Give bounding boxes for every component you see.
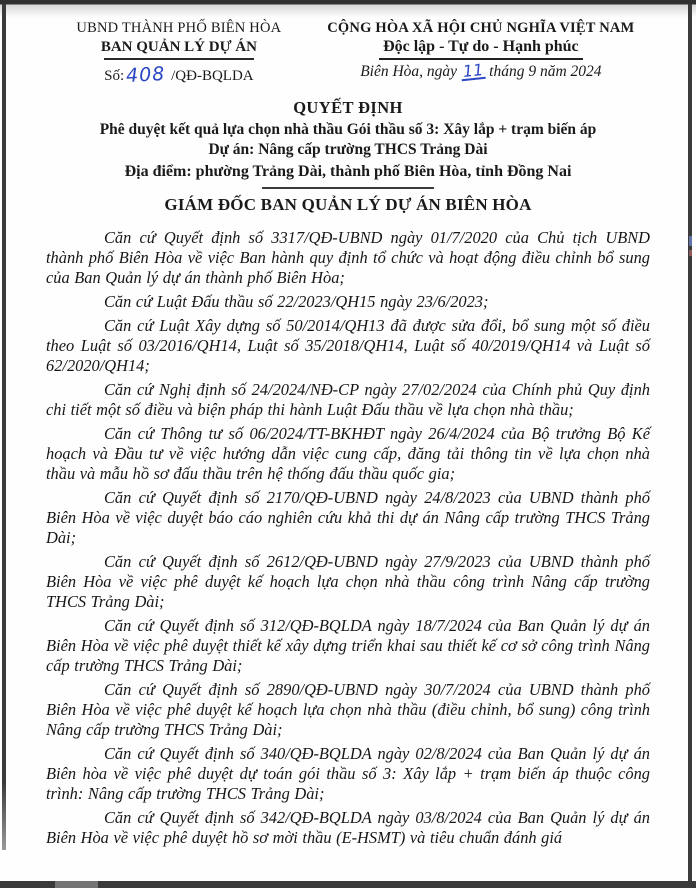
body-paragraph: Căn cứ Luật Xây dựng số 50/2014/QH13 đã được sửa đổi, bổ sung một số điều theo Luật số 03/2016/QH14, Luật số 35/2018/QH14, Luật số 40/2019/QH14 và Luật số 62/2020/QH14; xyxy=(46,316,650,375)
national-header-block xyxy=(312,20,650,85)
scan-top-edge xyxy=(0,0,696,18)
body-paragraph: Căn cứ Quyết định số 2170/QĐ-UBND ngày 24/8/2023 của UBND thành phố Biên Hòa về việc duyệt báo cáo nghiên cứu khả thi dự án Nâng cấp trường THCS Trảng Dài; xyxy=(46,488,650,547)
scan-right-border xyxy=(688,4,692,882)
issuer-org-name: BAN QUẢN LÝ DỰ ÁN xyxy=(100,39,257,55)
document-header xyxy=(46,20,650,88)
decision-heading: QUYẾT ĐỊNH xyxy=(293,98,403,117)
document-number-label: Số: xyxy=(104,68,125,84)
country-title: CỘNG HÒA XÃ HỘI CHỦ NGHĨA VIỆT NAM xyxy=(327,20,635,36)
title-block xyxy=(46,98,650,215)
scrollbar-thumb[interactable] xyxy=(55,881,98,888)
body-paragraph: Căn cứ Quyết định số 2890/QĐ-UBND ngày 30/7/2024 của UBND thành phố Biên Hòa về việc phê duyệt kế hoạch lựa chọn nhà thầu (điều chỉnh, bổ sung) công trình Nâng cấp trường THCS Trảng Dài; xyxy=(46,680,650,739)
body-paragraph: Căn cứ Quyết định số 342/QĐ-BQLDA ngày 03/8/2024 của Ban Quản lý dự án Biên Hòa về việc phê duyệt hồ sơ mời thầu (E-HSMT) và tiêu chuẩn đánh giá xyxy=(46,808,650,847)
decision-project: Dự án: Nâng cấp trường THCS Trảng Dài xyxy=(208,141,488,158)
issuer-underline xyxy=(104,58,254,60)
document-number-handwritten: 408 xyxy=(125,62,166,88)
horizontal-scrollbar[interactable] xyxy=(0,881,696,888)
body-paragraph: Căn cứ Luật Đấu thầu số 22/2023/QH15 ngày 23/6/2023; xyxy=(104,292,489,311)
body-paragraph: Căn cứ Quyết định số 3317/QĐ-UBND ngày 01/7/2020 của Chủ tịch UBND thành phố Biên Hòa về việc Ban hành quy định tổ chức và hoạt động điều chỉnh bổ sung của Ban Quản lý dự án thành phố Biên Hòa; xyxy=(46,228,650,287)
scan-artifact xyxy=(689,250,692,256)
document-content xyxy=(46,18,650,852)
body-paragraph: Căn cứ Nghị định số 24/2024/NĐ-CP ngày 27/02/2024 của Chính phủ Quy định chi tiết một số điều và biện pháp thi hành Luật Đấu thầu về lựa chọn nhà thầu; xyxy=(46,380,650,419)
body-paragraph: Căn cứ Thông tư số 06/2024/TT-BKHĐT ngày 26/4/2024 của Bộ trưởng Bộ Kế hoạch và Đầu tư về việc hướng dẫn việc cung cấp, đăng tải thông tin về lựa chọn nhà thầu và mẫu hồ sơ đấu thầu trên hệ thống đấu thầu quốc gia; xyxy=(46,424,650,483)
decision-subject: Phê duyệt kết quả lựa chọn nhà thầu Gói thầu số 3: Xây lắp + trạm biến áp xyxy=(99,121,597,138)
issuer-block xyxy=(46,20,312,88)
body-paragraph: Căn cứ Quyết định số 2612/QĐ-UBND ngày 27/9/2023 của UBND thành phố Biên Hòa về việc phê duyệt kế hoạch lựa chọn nhà thầu công trình Nâng cấp trường THCS Trảng Dài; xyxy=(46,552,650,611)
document-number-line xyxy=(46,62,312,88)
decision-recitals xyxy=(46,228,650,848)
decision-location: Địa điểm: phường Trảng Dài, thành phố Biên Hòa, tỉnh Đồng Nai xyxy=(124,163,572,180)
scan-left-border xyxy=(2,4,6,850)
document-number-suffix: /QĐ-BQLDA xyxy=(171,68,254,84)
place-date-suffix: tháng 9 năm 2024 xyxy=(489,63,602,80)
national-motto: Độc lập - Tự do - Hạnh phúc xyxy=(379,37,583,60)
place-date-line xyxy=(312,59,650,82)
issuing-authority: GIÁM ĐỐC BAN QUẢN LÝ DỰ ÁN BIÊN HÒA xyxy=(164,195,532,214)
title-divider xyxy=(262,187,434,189)
scan-artifact xyxy=(689,236,692,246)
day-handwritten: 11 xyxy=(461,59,485,82)
body-paragraph: Căn cứ Quyết định số 340/QĐ-BQLDA ngày 02/8/2024 của Ban Quản lý dự án Biên hòa về việc phê duyệt dự toán gói thầu số 3: Xây lắp + trạm biến áp thuộc công trình: Nâng cấp trường THCS Trảng Dài; xyxy=(46,744,650,803)
issuer-parent-org: UBND THÀNH PHỐ BIÊN HÒA xyxy=(76,20,282,36)
place-date-prefix: Biên Hòa, ngày xyxy=(360,63,458,80)
body-paragraph: Căn cứ Quyết định số 312/QĐ-BQLDA ngày 18/7/2024 của Ban Quản lý dự án Biên Hòa về việc phê duyệt thiết kế xây dựng triển khai sau thiết kế cơ sở công trình Nâng cấp trường THCS Trảng Dài; xyxy=(46,616,650,675)
